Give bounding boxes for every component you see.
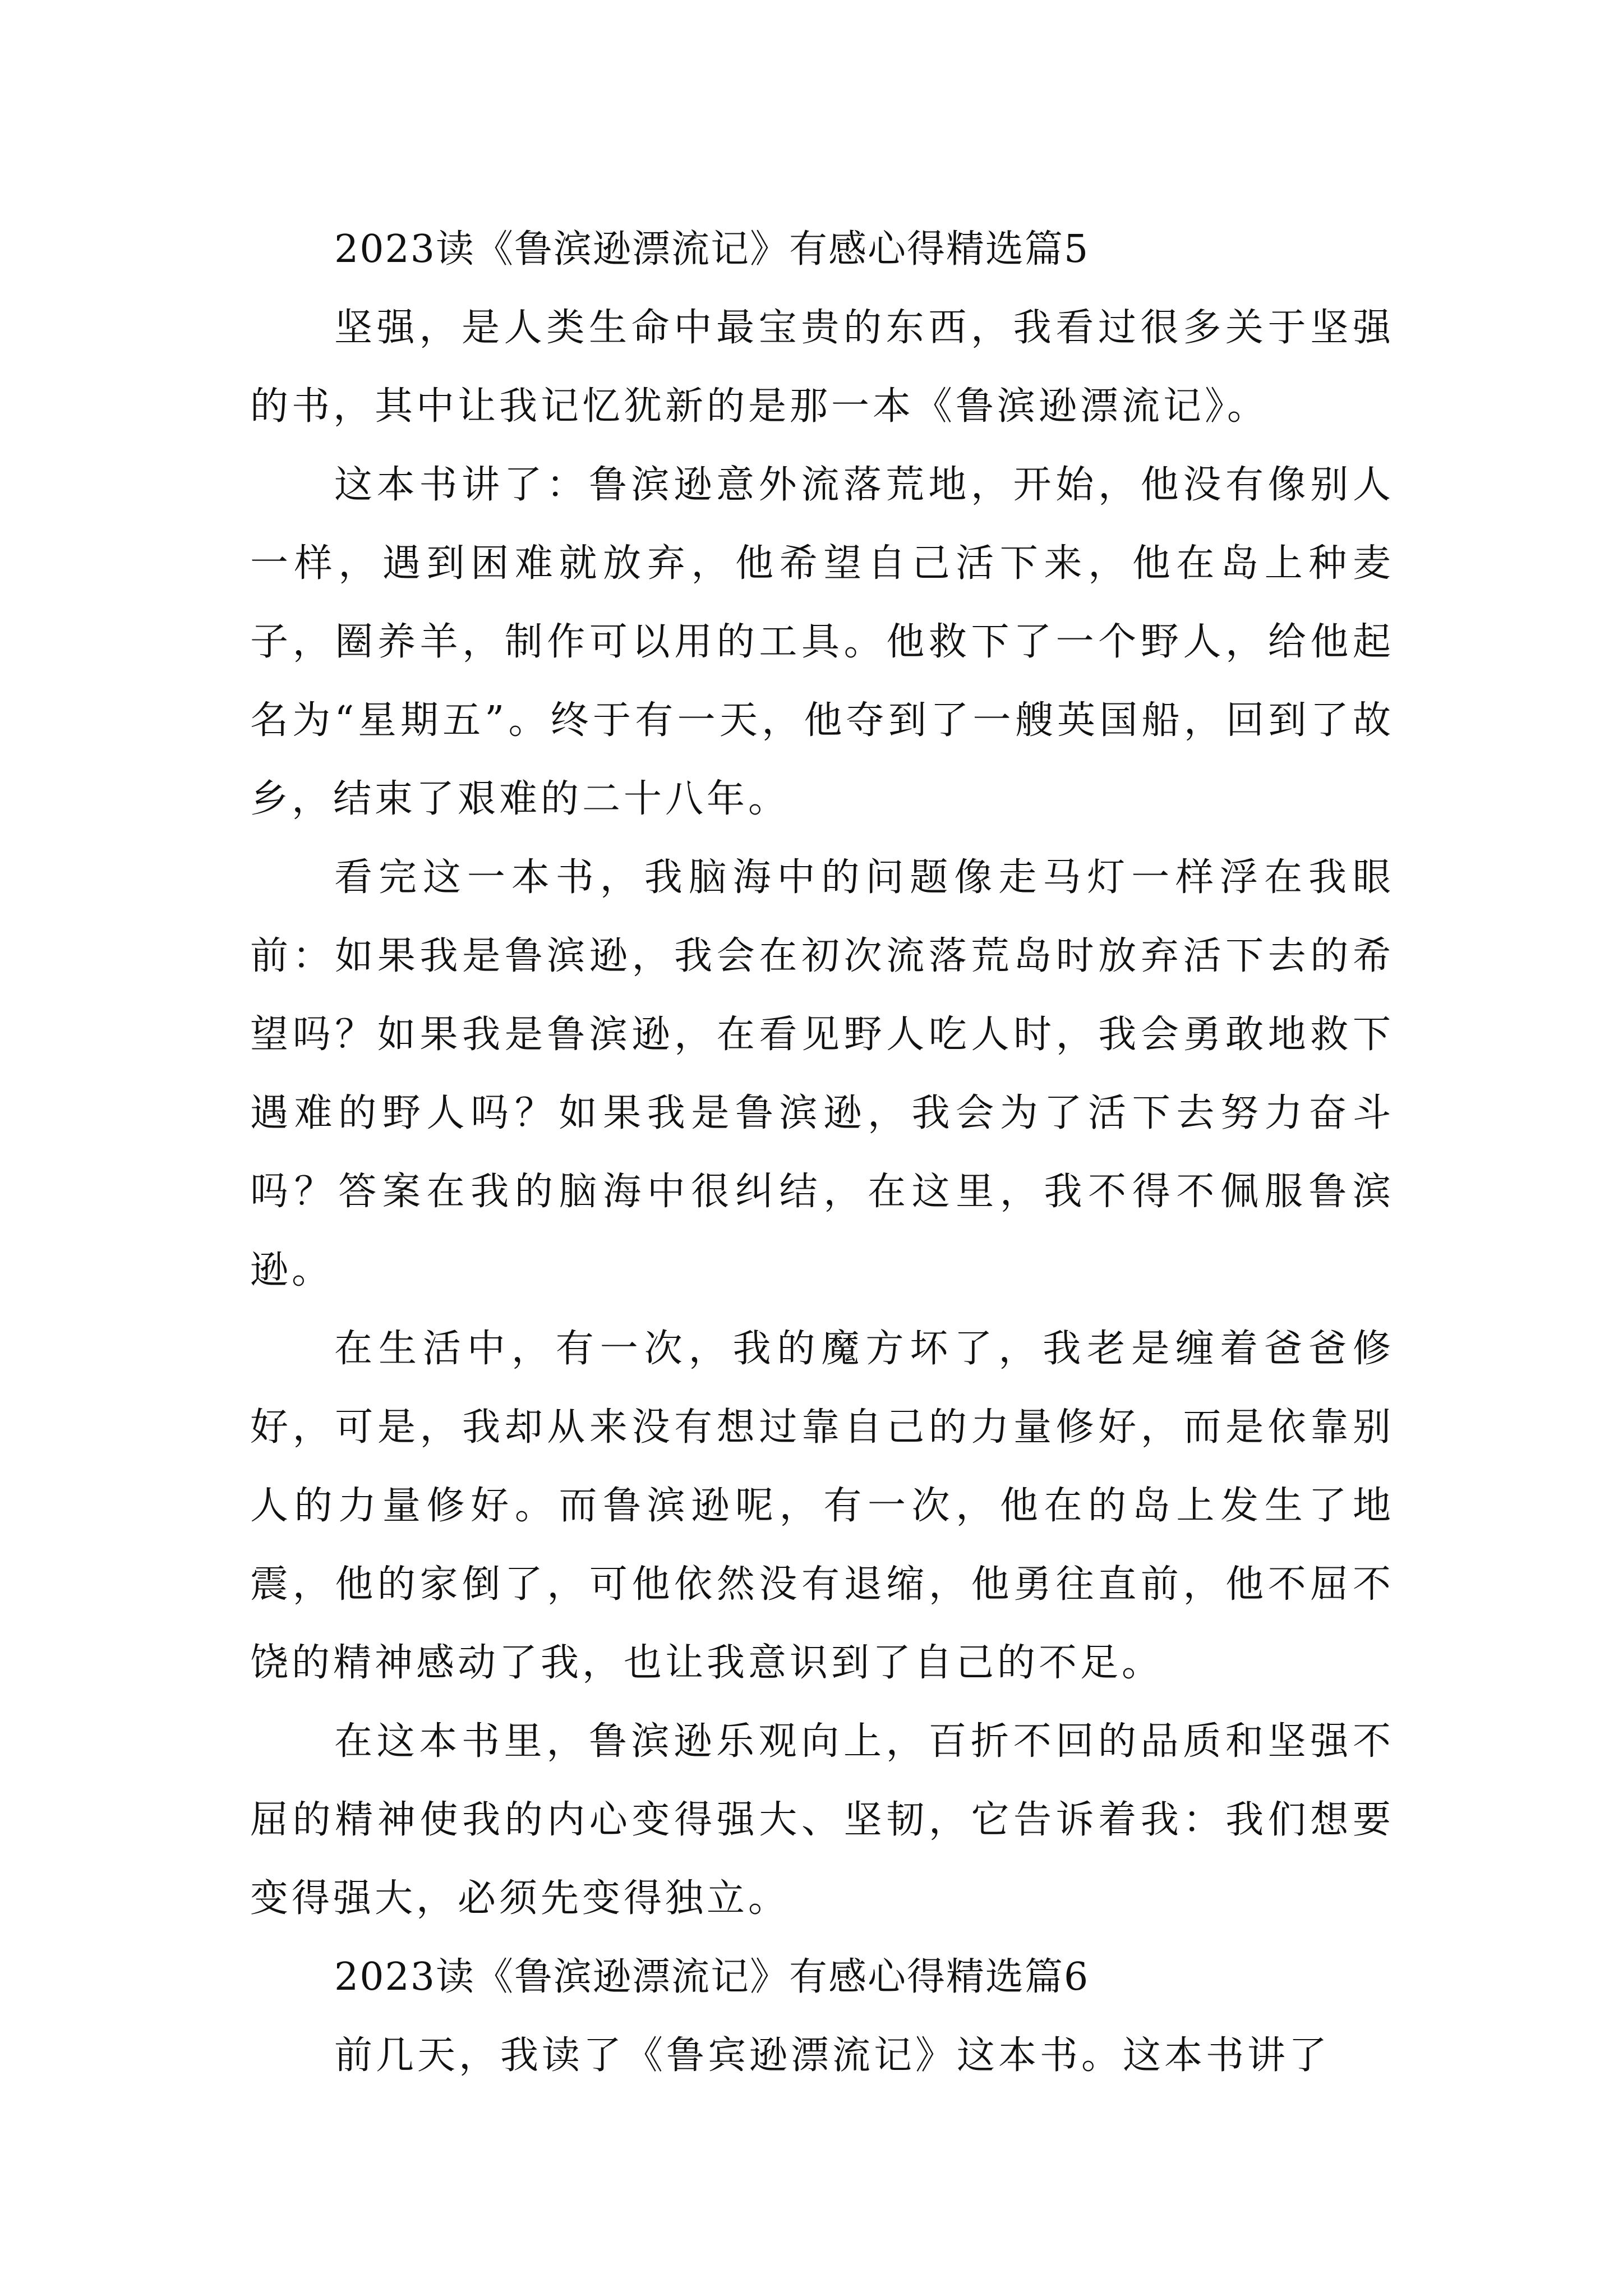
document-body (250, 210, 1394, 2095)
paragraph: 在这本书里，鲁滨逊乐观向上，百折不回的品质和坚强不屈的精神使我的内心变得强大、坚韧，它告诉着我：我们想要变得强大，必须先变得独立。 (250, 1719, 1394, 1921)
paragraph: 在生活中，有一次，我的魔方坏了，我老是缠着爸爸修好，可是，我却从来没有想过靠自己的力量修好，而是依靠别人的力量修好。而鲁滨逊呢，有一次，他在的岛上发生了地震，他的家倒了，可他依然没有退缩，他勇往直前，他不屈不饶的精神感动了我，也让我意识到了自己的不足。 (250, 1327, 1394, 1685)
paragraph: 这本书讲了：鲁滨逊意外流落荒地，开始，他没有像别人一样，遇到困难就放弃，他希望自己活下来，他在岛上种麦子，圈养羊，制作可以用的工具。他救下了一个野人，给他起名为“星期五”。终于有一天，他夺到了一艘英国船，回到了故乡，结束了艰难的二十八年。 (250, 463, 1394, 821)
paragraph: 坚强，是人类生命中最宝贵的东西，我看过很多关于坚强的书，其中让我记忆犹新的是那一本《鲁滨逊漂流记》。 (250, 306, 1394, 429)
paragraph: 看完这一本书，我脑海中的问题像走马灯一样浮在我眼前：如果我是鲁滨逊，我会在初次流落荒岛时放弃活下去的希望吗？如果我是鲁滨逊，在看见野人吃人时，我会勇敢地救下遇难的野人吗？如果我是鲁滨逊，我会为了活下去努力奋斗吗？答案在我的脑海中很纠结，在这里，我不得不佩服鲁滨逊。 (250, 855, 1394, 1292)
paragraph-continued: 前几天，我读了《鲁宾逊漂流记》这本书。这本书讲了 (334, 2033, 1331, 2078)
essay-heading-6: 2023读《鲁滨逊漂流记》有感心得精选篇6 (334, 1955, 1090, 1999)
essay-heading-5: 2023读《鲁滨逊漂流记》有感心得精选篇5 (334, 227, 1090, 272)
